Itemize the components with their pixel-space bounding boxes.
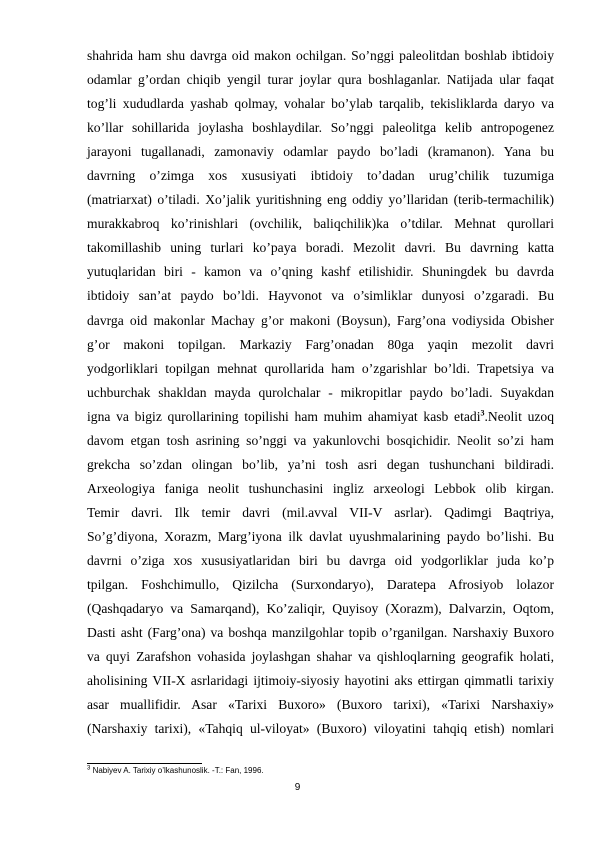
- footnote: [87, 766, 264, 776]
- text-segment: .Neolit uzoq: [484, 408, 555, 424]
- footnote-number: 3: [87, 765, 91, 772]
- text-line: yodgorliklari topilgan mehnat qurollarida ham o’zgarishlar bo’ldi. Trapetsiya va: [87, 360, 554, 376]
- text-line: davrning o’zimga xos xususiyati ibtidoiy to’dadan urug’chilik tuzumiga: [87, 168, 554, 184]
- text-line: tog’li xududlarda yashab qolmay, vohalar bo’ylab tarqalib, tekisliklarda daryo va: [87, 96, 554, 112]
- text-line-with-footnote: [87, 405, 554, 429]
- text-line: Temir davri. Ilk temir davri (mil.avval VII-V asrlar). Qadimgi Baqtriya,: [87, 504, 554, 520]
- text-line: g’or makoni topilgan. Markaziy Farg’onadan 80ga yaqin mezolit davri: [87, 336, 554, 352]
- text-line: jarayoni tugallanadi, zamonaviy odamlar paydo bo’ladi (kramanon). Yana bu: [87, 144, 554, 160]
- text-line: shahrida ham shu davrga oid makon ochilgan. So’nggi paleolitdan boshlab ibtidoiy: [87, 48, 554, 63]
- text-line: davrga oid makonlar Machay g’or makoni (Boysun), Farg’ona vodiysida Obisher: [87, 312, 554, 328]
- text-line: murakkabroq ko’rinishlari (ovchilik, baliqchilik)ka o’tdilar. Mehnat qurollari: [87, 216, 554, 232]
- text-line: (Qashqadaryo va Samarqand), Ko’zaliqir, Quyisoy (Xorazm), Dalvarzin, Oqtom,: [87, 601, 554, 617]
- text-line: grekcha so’zdan olingan bo’lib, ya’ni tosh asri degan tushunchani bildiradi.: [87, 456, 554, 472]
- text-line: davrni o’ziga xos xususiyatlaridan biri bu davrga oid yodgorliklar juda ko’p: [87, 552, 554, 568]
- text-line: takomillashib uning turlari ko’paya boradi. Mezolit davri. Bu davrning katta: [87, 240, 554, 256]
- text-line: (matriarxat) o’tiladi. Xo’jalik yuritishning eng oddiy yo’llaridan (terib-termachilik): [87, 192, 554, 208]
- text-line: asar muallifidir. Asar «Tarixi Buxoro» (Buxoro tarixi), «Tarixi Narshaxiy»: [87, 697, 554, 713]
- page-number: 9: [294, 782, 301, 793]
- text-line: (Narshaxiy tarixi), «Tahqiq ul-viloyat» (Buxoro) viloyatini tahqiq etish) nomlari: [87, 721, 554, 737]
- text-line: Dasti asht (Farg’ona) va boshqa manzilgohlar topib o’rganilgan. Narshaxiy Buxoro: [87, 625, 554, 641]
- text-segment: igna va bigiz qurollarining topilishi ham muhim ahamiyat kasb etadi: [87, 408, 481, 424]
- text-line: ko’llar sohillarida joylasha boshlaydilar. So’nggi paleolitga kelib antropogenez: [87, 120, 554, 136]
- text-line: va quyi Zarafshon vohasida joylashgan shahar va qishloqlarning geografik holati,: [87, 649, 554, 665]
- footnote-reference[interactable]: 3: [480, 408, 485, 418]
- text-line: davom etgan tosh asrining so’nggi va yakunlovchi bosqichidir. Neolit so’zi ham: [87, 432, 554, 448]
- text-line: odamlar g’ordan chiqib yengil turar joylar qura boshlaganlar. Natijada ular faqat: [87, 72, 554, 88]
- text-line: ibtidoiy san’at paydo bo’ldi. Hayvonot va o’simliklar dunyosi o’zgaradi. Bu: [87, 288, 554, 304]
- text-line: uchburchak shakldan mayda qurolchalar - mikropitlar paydo bo’ladi. Suyakdan: [87, 384, 554, 400]
- text-line: tpilgan. Foshchimullo, Qizilcha (Surxondaryo), Daratepa Afrosiyob lolazor: [87, 577, 554, 593]
- text-line: So’g’diyona, Xorazm, Marg’iyona ilk davlat uyushmalarining paydo bo’lishi. Bu: [87, 528, 554, 544]
- text-line: aholisining VII-X asrlaridagi ijtimoiy-siyosiy hayotini aks ettirgan qimmatli tarixiy: [87, 673, 554, 689]
- footnote-text: Nabiyev A. Tarixiy o’lkashunoslik. -T.: Fan, 1996.: [90, 766, 264, 775]
- body-paragraph: [87, 44, 554, 741]
- text-line: Arxeologiya faniga neolit tushunchasini ingliz arxeologi Lebbok olib kirgan.: [87, 480, 554, 496]
- text-line: yutuqlaridan biri - kamon va o’qning kashf etilishidir. Shuningdek bu davrda: [87, 264, 554, 280]
- footnote-separator: [87, 763, 202, 764]
